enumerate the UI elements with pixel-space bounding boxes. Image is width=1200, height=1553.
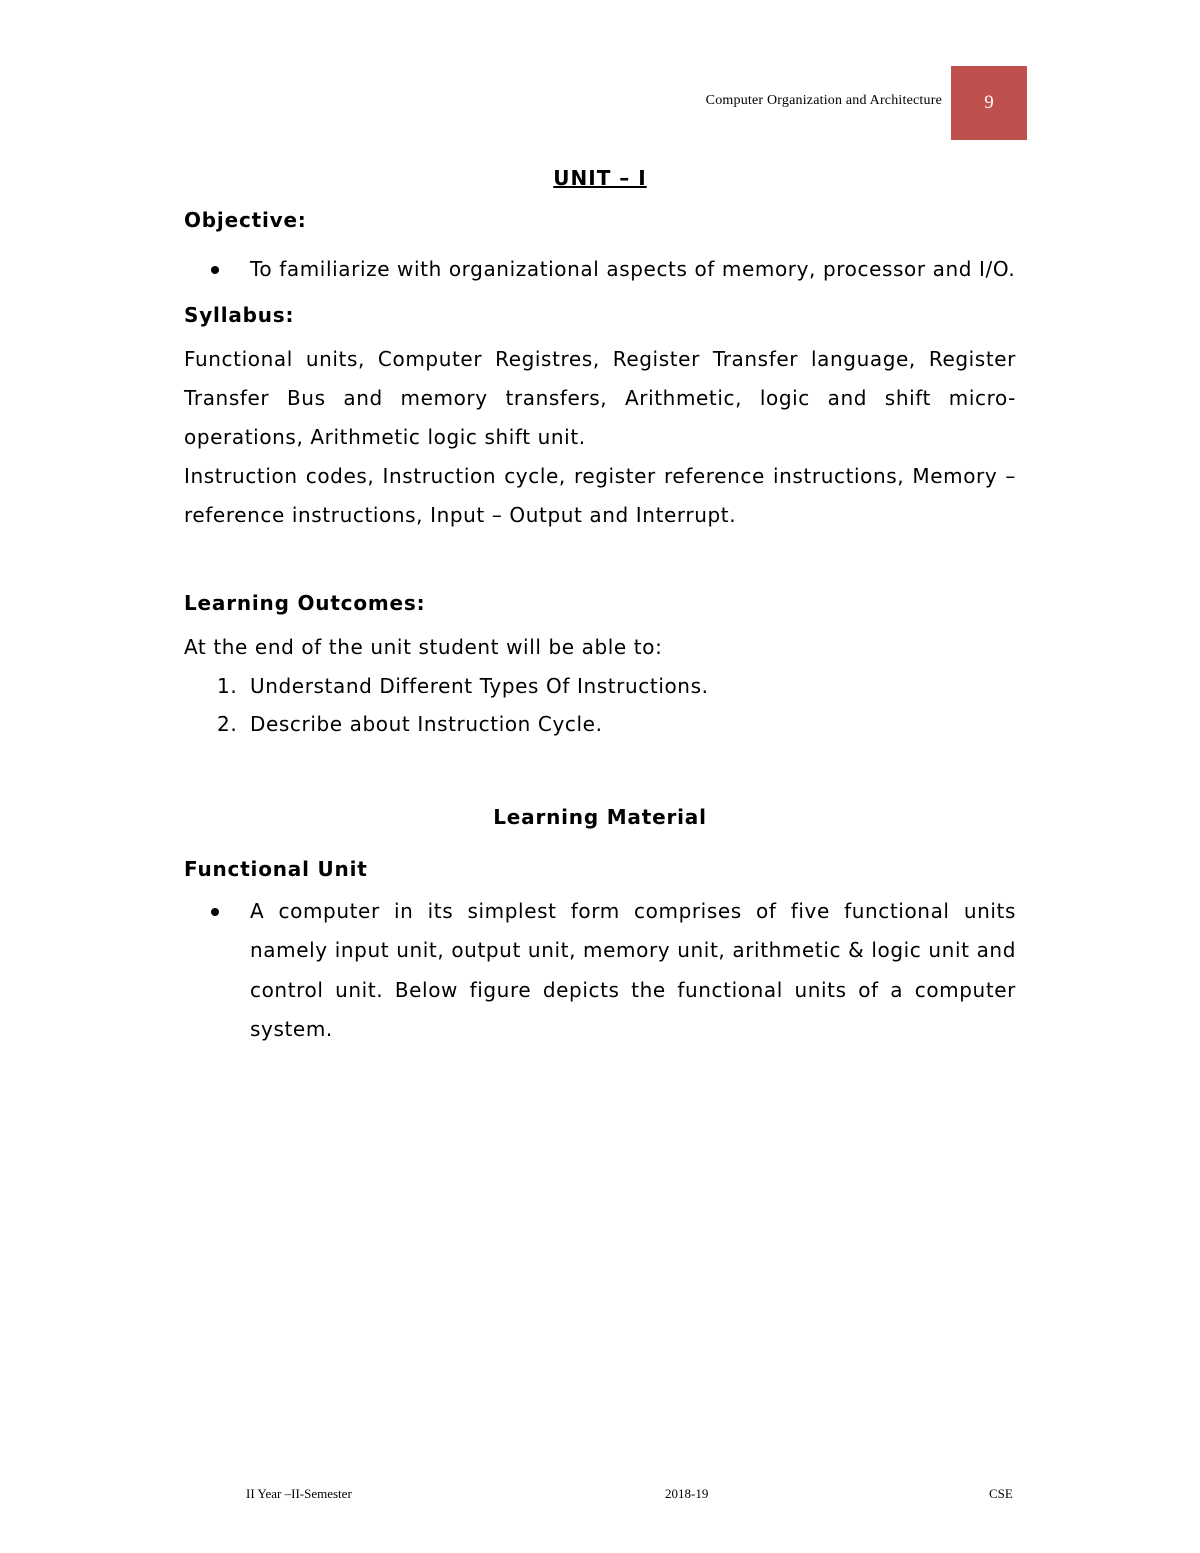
list-item (217, 667, 1016, 705)
learning-outcomes-intro: At the end of the unit student will be able to: (184, 634, 663, 659)
list-number: 2. (217, 711, 238, 736)
learning-outcomes-heading: Learning Outcomes: (184, 590, 426, 615)
outcome-text: Describe about Instruction Cycle. (250, 711, 603, 736)
running-header-title: Computer Organization and Architecture (705, 93, 942, 108)
list-item (250, 250, 1016, 290)
unit-title: UNIT – I (553, 166, 647, 190)
syllabus-heading: Syllabus: (184, 302, 295, 327)
objective-heading: Objective: (184, 208, 307, 232)
list-item (217, 705, 1016, 743)
learning-outcomes-list (184, 667, 1016, 743)
bullet-icon (211, 908, 219, 916)
functional-unit-list (184, 892, 1016, 1050)
footer-center: 2018-19 (665, 1486, 709, 1501)
functional-unit-text: A computer in its simplest form comprises of five functional units namely input unit, output unit, memory unit, arithmetic & logic unit and control unit. Below figure depicts the functional units of a computer system. (250, 898, 1016, 1041)
syllabus-paragraph-2: Instruction codes, Instruction cycle, register reference instructions, Memory – reference instructions, Input – Output and Interrupt. (184, 463, 1016, 527)
page-content (184, 160, 1016, 1050)
page-number-badge: 9 (951, 66, 1027, 140)
outcome-text: Understand Different Types Of Instructions. (250, 673, 709, 698)
objective-list (184, 250, 1016, 290)
learning-material-heading: Learning Material (493, 804, 707, 829)
objective-item-text: To familiarize with organizational aspects of memory, processor and I/O. (250, 257, 1016, 281)
list-number: 1. (217, 673, 238, 698)
list-item (250, 892, 1016, 1050)
footer-right: CSE (989, 1486, 1013, 1501)
syllabus-paragraph-1: Functional units, Computer Registres, Register Transfer language, Register Transfer Bus and memory transfers, Arithmetic, logic and shift micro-operations, Arithmetic logic shift unit. (184, 346, 1016, 449)
bullet-icon (211, 266, 219, 274)
footer-left: II Year –II-Semester (246, 1486, 352, 1501)
functional-unit-heading: Functional Unit (184, 856, 368, 881)
